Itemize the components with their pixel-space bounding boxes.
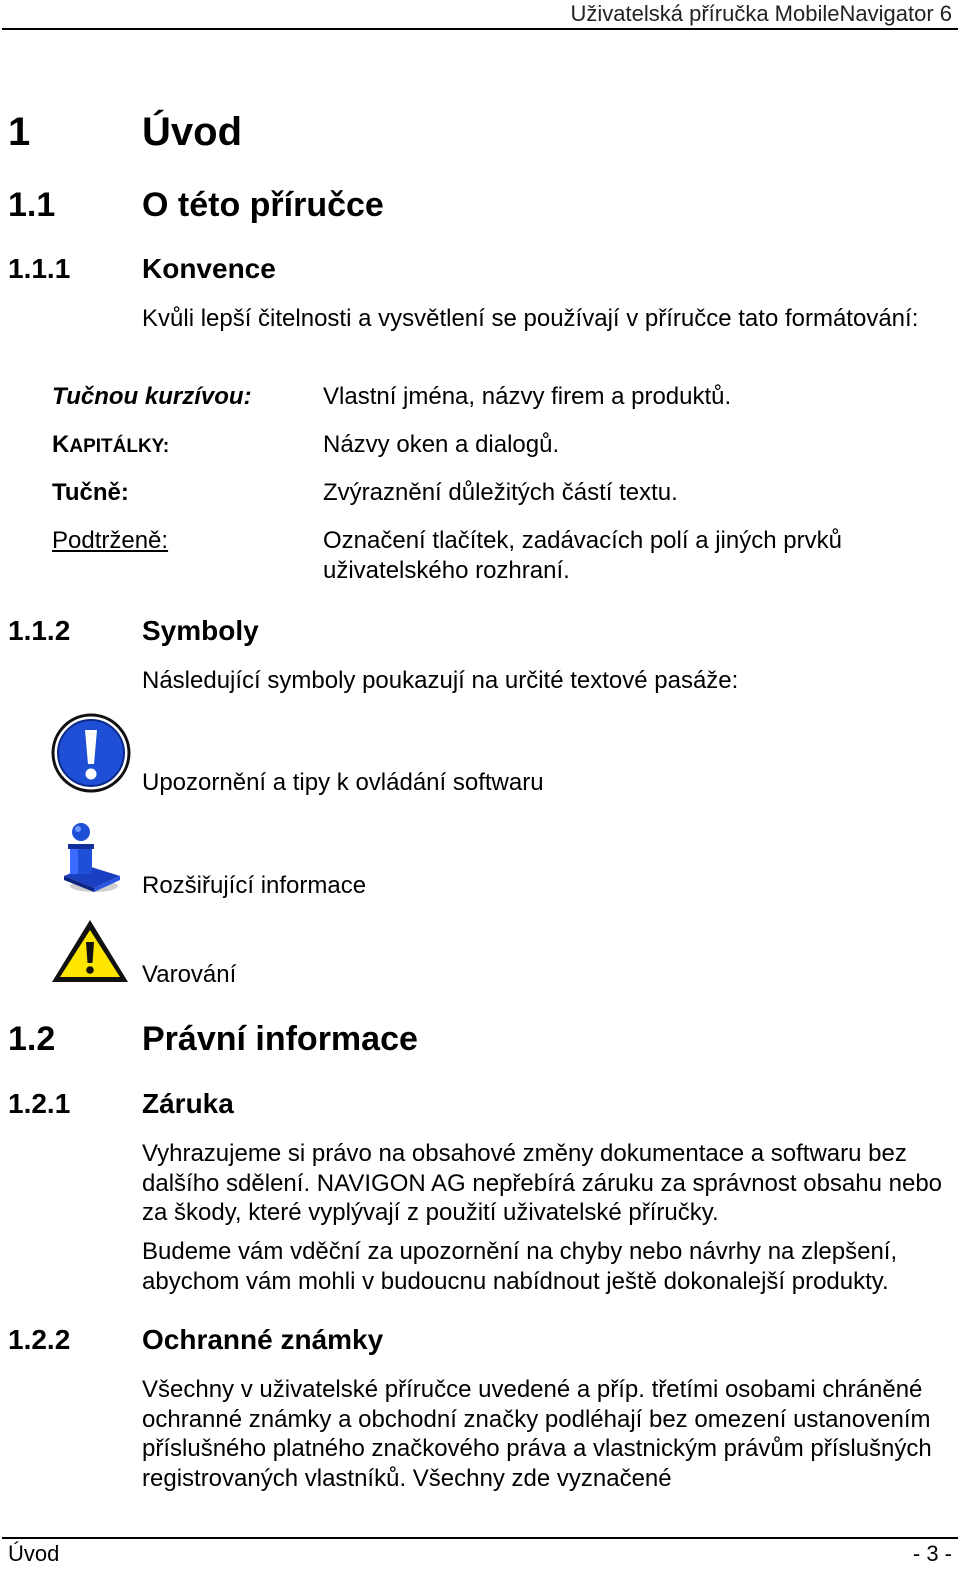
info-figure-icon — [50, 820, 130, 896]
heading-1-number: 1 — [8, 110, 31, 154]
heading-1-1-number: 1.1 — [8, 186, 56, 224]
heading-1-title: Úvod — [142, 110, 242, 154]
heading-1-2-title: Právní informace — [142, 1020, 418, 1058]
convention-desc-bold: Zvýraznění důležitých částí textu. — [323, 479, 678, 506]
convention-desc-bold-italic: Vlastní jména, názvy firem a produktů. — [323, 383, 732, 410]
footer-rule — [2, 1537, 958, 1539]
convention-term-bold-italic: Tučnou kurzívou: — [52, 383, 252, 410]
small-caps-rest: APITÁLKY: — [69, 436, 170, 457]
trademarks-paragraph: Všechny v uživatelské příručce uvedené a příp. třetími osobami chráněné ochranné známky a obchodní značky podléhají bez omezení ustanovením příslušného platného značkového práva a vlastnickým právům příslušných registrovaných vlastníků. Všechny zde vyznačené — [142, 1376, 932, 1492]
header-rule — [2, 28, 958, 30]
convention-term-underline: Podtrženě: — [52, 527, 169, 554]
heading-1-1-1-title: Konvence — [142, 253, 276, 284]
exclamation-circle-icon — [50, 712, 134, 796]
warranty-paragraph-1: Vyhrazujeme si právo na obsahové změny dokumentace a softwaru bez dalšího sdělení. NAVIGON AG nepřebírá záruku za správnost obsahu nebo za škody, které vyplývají z použití uživatelské příručky. — [142, 1140, 943, 1226]
symbol-label-warning: Varování — [142, 961, 237, 988]
heading-1-1-1-number: 1.1.1 — [8, 253, 71, 284]
convention-term-small-caps — [52, 430, 169, 461]
warning-triangle-icon — [50, 918, 130, 984]
heading-1-1-title: O této příručce — [142, 186, 384, 224]
symbol-label-tips: Upozornění a tipy k ovládání softwaru — [142, 769, 544, 796]
convention-desc-small-caps: Názvy oken a dialogů. — [323, 431, 560, 458]
convention-desc-underline: Označení tlačítek, zadávacích polí a jiných prvků uživatelského rozhraní. — [323, 527, 842, 584]
heading-1-2-2-title: Ochranné známky — [142, 1324, 384, 1355]
conventions-intro: Kvůli lepší čitelnosti a vysvětlení se používají v příručce tato formátování: — [142, 305, 919, 332]
symbols-intro: Následující symboly poukazují na určité textové pasáže: — [142, 667, 739, 694]
convention-term-bold: Tučně: — [52, 479, 129, 506]
footer-page-number: - 3 - — [912, 1541, 952, 1566]
heading-1-1-2-title: Symboly — [142, 615, 259, 646]
running-header: Uživatelská příručka MobileNavigator 6 — [570, 1, 952, 26]
heading-1-2-1-number: 1.2.1 — [8, 1088, 71, 1119]
symbol-label-info: Rozšiřující informace — [142, 872, 367, 899]
heading-1-2-1-title: Záruka — [142, 1088, 234, 1119]
footer-chapter: Úvod — [8, 1541, 60, 1566]
heading-1-2-number: 1.2 — [8, 1020, 56, 1058]
heading-1-1-2-number: 1.1.2 — [8, 615, 71, 646]
warranty-paragraph-2: Budeme vám vděční za upozornění na chyby nebo návrhy na zlepšení, abychom vám mohli v budoucnu nabídnout ještě dokonalejší produkty. — [142, 1238, 898, 1295]
small-caps-first-letter: K — [52, 431, 70, 458]
heading-1-2-2-number: 1.2.2 — [8, 1324, 71, 1355]
